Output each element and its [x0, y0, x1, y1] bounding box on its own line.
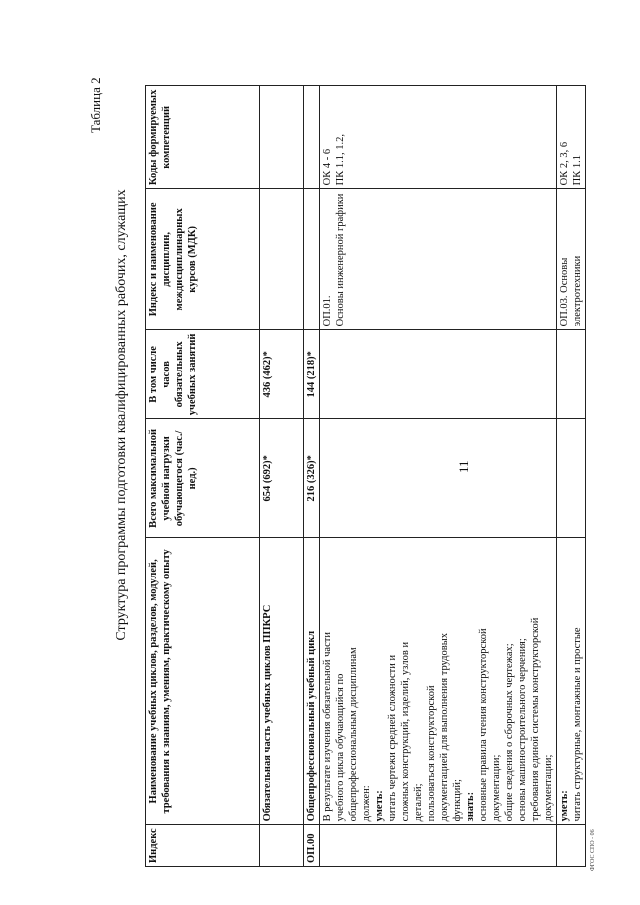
header-competencies: Коды формируемых компетенций: [146, 86, 260, 189]
requirement-line: учебного цикла обучающийся по: [335, 673, 346, 822]
cell-total: [320, 419, 557, 538]
cell-requirements: [320, 538, 557, 825]
requirement-line: функций;: [452, 779, 463, 822]
header-mandatory-hours: В том числе часов обязательных учебных занятий: [146, 330, 260, 419]
cell-discipline: [320, 189, 557, 330]
cell-competencies: [260, 86, 304, 189]
requirement-line: основы машиностроительного черчения;: [517, 638, 528, 822]
header-total-hours: Всего максимальной учебной нагрузки обучающегося (час./нед.): [146, 419, 260, 538]
requirement-line: документации;: [491, 754, 502, 822]
cell-competencies: [304, 86, 320, 189]
table-row-op03: [557, 86, 586, 867]
cell-requirements: [557, 538, 586, 825]
requirement-line: документацией для выполнения трудовых: [439, 632, 450, 822]
cell-mandatory: [320, 330, 557, 419]
cell-index: ОП.00: [304, 825, 320, 867]
cell-total: 216 (326)*: [304, 419, 320, 538]
requirement-line: знать:: [465, 791, 476, 822]
requirement-line: требования единой системы конструкторской: [530, 617, 541, 822]
competency-codes: ОК 4 - 6: [322, 148, 333, 186]
requirement-line: основные правила чтения конструкторской: [478, 628, 489, 822]
cell-mandatory: [557, 330, 586, 419]
table-header-row: [146, 86, 260, 867]
requirement-line: В результате изучения обязательной части: [322, 632, 333, 822]
requirement-line: читать структурные, монтажные и простые: [572, 627, 583, 822]
table-row-op00: [304, 86, 320, 867]
requirement-line: общие сведения о сборочных чертежах;: [504, 643, 515, 822]
cell-total: [557, 419, 586, 538]
cell-name: Общепрофессиональный учебный цикл: [304, 538, 320, 825]
requirement-line: уметь:: [559, 790, 570, 822]
cell-index: [320, 825, 557, 867]
table-row-mandatory-part: [260, 86, 304, 867]
header-index: Индекс: [146, 825, 260, 867]
cell-discipline: [304, 189, 320, 330]
requirement-line: уметь:: [374, 790, 385, 822]
table-row-op01: [320, 86, 557, 867]
document-title: Структура программы подготовки квалифицированных рабочих, служащих: [114, 189, 129, 641]
requirement-line: общепрофессиональным дисциплинам: [348, 647, 359, 822]
program-structure-table: [145, 85, 586, 867]
cell-discipline: ОП.03. Основы электротехники: [557, 189, 586, 330]
cell-index: [260, 825, 304, 867]
cell-competencies: [557, 86, 586, 189]
header-discipline: Индекс и наименование дисциплин, междисциплинарных курсов (МДК): [146, 189, 260, 330]
footer-mark: ФГОС СПО - 06: [590, 829, 596, 871]
requirement-line: должен:: [361, 785, 372, 822]
competency-codes: ПК 1.1, 1.2,: [335, 134, 346, 186]
cell-index: [557, 825, 586, 867]
cell-name: Обязательная часть учебных циклов ППКРС: [260, 538, 304, 825]
discipline-code: ОП.01.: [322, 295, 333, 327]
cell-competencies: [320, 86, 557, 189]
requirement-line: документации;: [543, 754, 554, 822]
cell-total: 654 (692)*: [260, 419, 304, 538]
competency-codes: ПК 1.1: [572, 155, 583, 186]
requirement-line: деталей;: [413, 783, 424, 822]
cell-mandatory: 436 (462)*: [260, 330, 304, 419]
cell-mandatory: 144 (218)*: [304, 330, 320, 419]
page-number: 11: [456, 460, 471, 473]
discipline-name: Основы инженерной графики: [335, 193, 346, 327]
cell-discipline: [260, 189, 304, 330]
header-name: Наименование учебных циклов, разделов, модулей, требования к знаниям, умениям, практическому опыту: [146, 538, 260, 825]
competency-codes: ОК 2, 3, 6: [559, 141, 570, 186]
table-label: Таблица 2: [88, 77, 103, 133]
requirement-line: сложных конструкций, изделий, узлов и: [400, 641, 411, 822]
requirement-line: пользоваться конструкторской: [426, 685, 437, 822]
requirement-line: читать чертежи средней сложности и: [387, 654, 398, 822]
